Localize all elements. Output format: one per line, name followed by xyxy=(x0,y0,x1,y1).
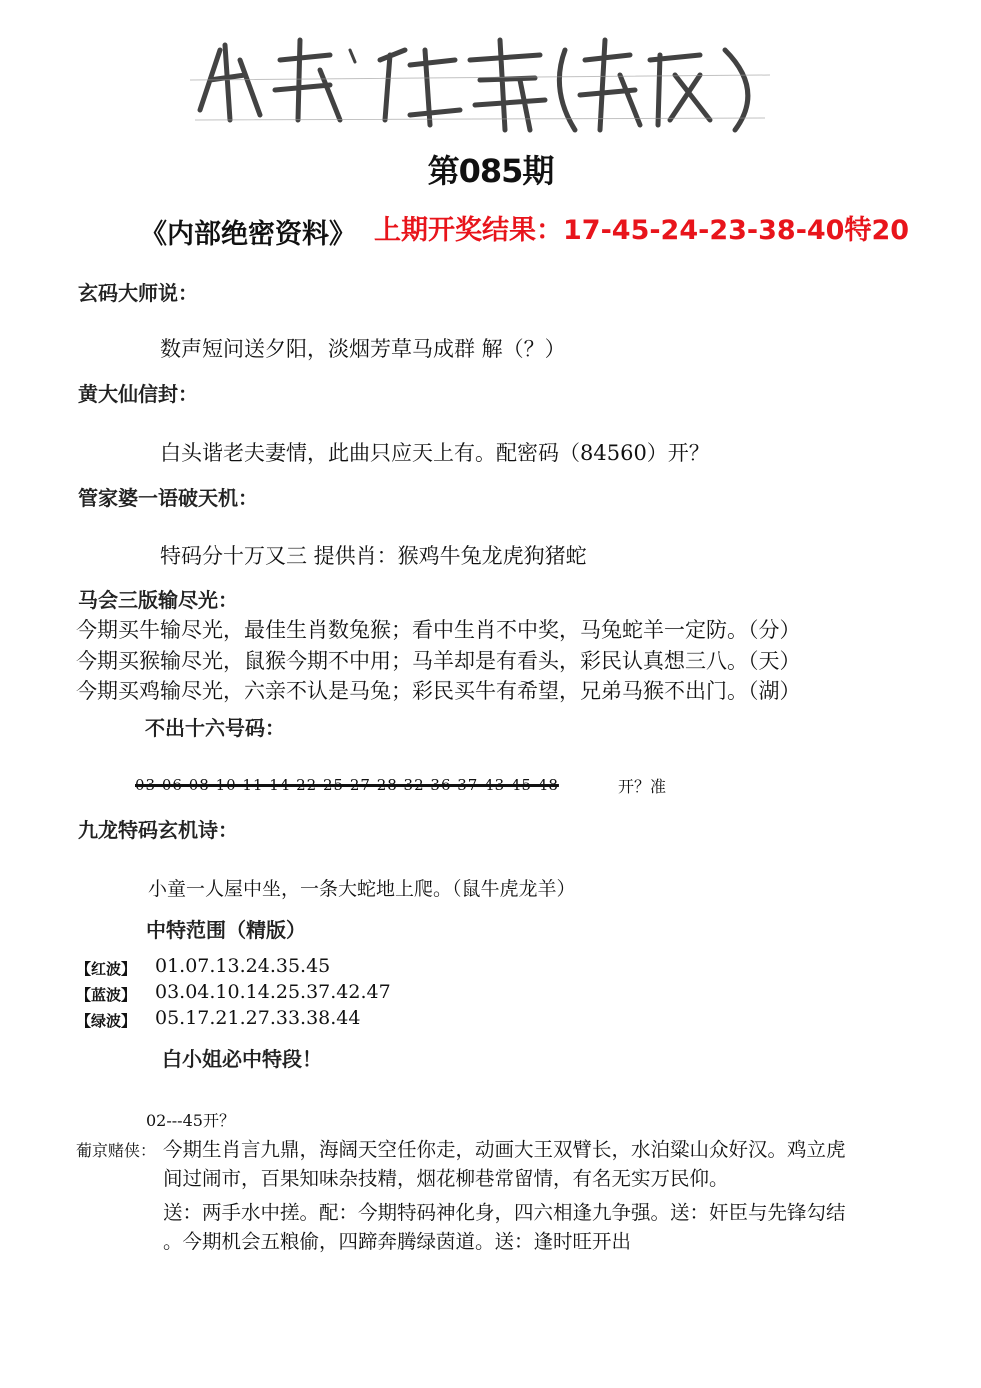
pujing-label: 葡京赌侠： xyxy=(76,1141,157,1160)
section-text-huang: 白头谐老夫妻情，此曲只应天上有。配密码（84560）开？ xyxy=(160,441,710,465)
issue-number: 第085期 xyxy=(427,152,554,190)
section-text-xuanma: 数声短问送夕阳，淡烟芳草马成群 解（？） xyxy=(160,337,566,361)
section-heading-buchu: 不出十六号码： xyxy=(145,716,285,740)
wave-numbers-blue: 03.04.10.14.25.37.42.47 xyxy=(155,981,391,1003)
buchu-suffix: 开？准 xyxy=(618,777,667,796)
pujing-line-4: 。今期机会五粮偷，四蹄奔腾绿茵道。送：逢时旺开出 xyxy=(163,1230,632,1253)
banner-title-graphic xyxy=(180,20,780,140)
mahui-line-1: 今期买牛输尽光，最佳生肖数兔猴；看中生肖不中奖，马兔蛇羊一定防。（分） xyxy=(76,618,801,642)
pujing-line-3: 送：两手水中搓。配：今期特码神化身，四六相逢九争强。送：奸臣与先锋勾结 xyxy=(163,1201,846,1224)
section-text-jiulong: 小童一人屋中坐，一条大蛇地上爬。（鼠牛虎龙羊） xyxy=(148,878,576,900)
section-heading-huang: 黄大仙信封： xyxy=(78,382,198,406)
pujing-line-2: 间过闹市，百果知味杂技精，烟花柳巷常留情，有名无实万民仰。 xyxy=(163,1167,729,1190)
wave-numbers-green: 05.17.21.27.33.38.44 xyxy=(155,1007,361,1029)
section-text-guanjia: 特码分十万又三 提供肖：猴鸡牛兔龙虎狗猪蛇 xyxy=(160,544,587,568)
banner-title-image xyxy=(180,20,780,140)
subtitle: 《内部绝密资料》 xyxy=(140,219,356,250)
last-result: 上期开奖结果：17-45-24-23-38-40特20 xyxy=(374,215,910,246)
wave-tag-red: 【红波】 xyxy=(76,960,137,978)
wave-tag-blue: 【蓝波】 xyxy=(76,986,137,1004)
section-heading-xuanma: 玄码大师说： xyxy=(78,281,198,305)
section-heading-zhongte: 中特范围（精版） xyxy=(146,918,306,942)
pujing-line-1: 今期生肖言九鼎，海阔天空任你走，动画大王双臂长，水泊粱山众好汉。鸡立虎 xyxy=(163,1138,846,1161)
mahui-line-3: 今期买鸡输尽光，六亲不认是马兔；彩民买牛有希望，兄弟马猴不出门。（湖） xyxy=(76,679,801,703)
section-heading-guanjia: 管家婆一语破天机： xyxy=(78,486,258,510)
buchu-numbers: 03 06 08 10 11 14 22 25 27 28 32 36 37 43 45 48 xyxy=(135,776,559,794)
mahui-line-2: 今期买猴输尽光，鼠猴今期不中用；马羊却是有看头，彩民认真想三八。（天） xyxy=(76,649,801,673)
section-heading-mahui: 马会三版输尽光： xyxy=(78,588,238,612)
section-text-bai: 02---45开？ xyxy=(146,1111,235,1130)
section-heading-bai: 白小姐必中特段！ xyxy=(162,1047,322,1071)
section-heading-jiulong: 九龙特码玄机诗： xyxy=(78,818,238,842)
wave-tag-green: 【绿波】 xyxy=(76,1012,137,1030)
wave-numbers-red: 01.07.13.24.35.45 xyxy=(155,955,331,977)
